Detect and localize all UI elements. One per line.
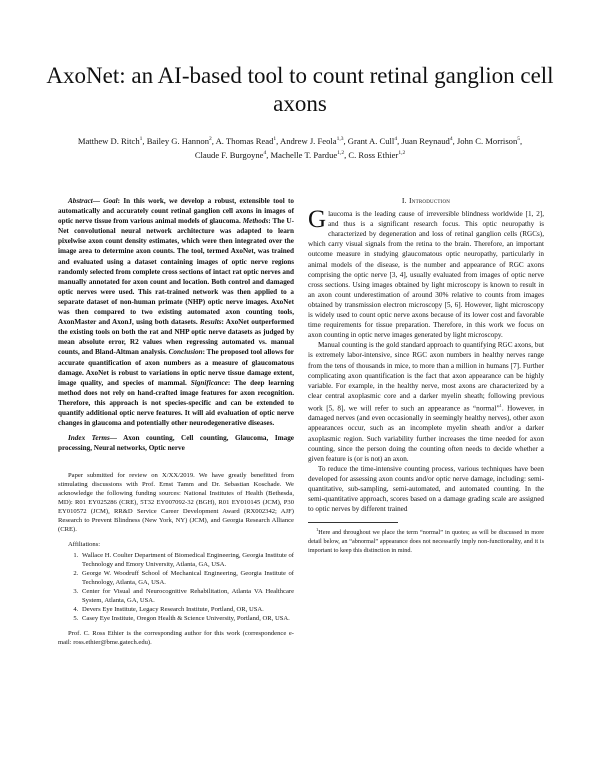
author-affiliation-marker: 1,2 bbox=[337, 150, 345, 157]
abstract-conclusion-label: Conclusion bbox=[168, 348, 203, 357]
abstract-methods-label: Methods bbox=[242, 217, 269, 226]
abstract-label: Abstract bbox=[68, 197, 93, 205]
intro-paragraph-1: Glaucoma is the leading cause of irreversible blindness worldwide [1, 2], and thus is a significant research focus. This optic neuropathy is characterized by degeneration and loss of retinal ganglion cells (RGCs), which carry visual signals from the retina to the brain. Therefore, an important outcome measure in studying glaucomatous optic neuropathy, particularly in animal models of the disease, is the number and appearance of RGC axons comprising the optic nerve [3, 4], usually evaluated from images of optic nerve cross sections. Using images obtained by light microscopy is known to result in an axon count underestimation of around 30% relative to counts from images obtained by transmission electron microscopy [5, 6]. However, light microscopy is widely used to count optic nerve axons because of its lower cost and favorable time requirements for tissue preparation. Therefore, in this work we focus on axon counting in optic nerve images generated by light microscopy. bbox=[308, 206, 544, 340]
author-name: C. Ross Ethier bbox=[348, 150, 399, 161]
author-name: A. Thomas Read bbox=[215, 135, 274, 146]
author-name: Machelle T. Pardue bbox=[270, 150, 338, 161]
paper-title: AxoNet: an AI-based tool to count retinal ganglion cell axons bbox=[46, 63, 554, 116]
index-terms-label: Index Terms bbox=[68, 434, 110, 443]
author-name: Bailey G. Hannon bbox=[146, 135, 209, 146]
author-affiliation-marker: 4 bbox=[394, 136, 398, 142]
footnote-mark: 1 bbox=[316, 527, 319, 533]
affiliation-item: 3. Center for Visual and Neurocognitive Rehabilitation, Atlanta VA Healthcare System, Atlanta, GA, USA. bbox=[80, 587, 294, 605]
author-affiliation-marker: 4 bbox=[263, 150, 267, 157]
affiliation-item: 5. Casey Eye Institute, Oregon Health & Science University, Portland, OR, USA. bbox=[80, 614, 294, 623]
affiliation-item: 1. Wallace H. Coulter Department of Biomedical Engineering, Georgia Institute of Technology and Emory University, Atlanta, GA, USA. bbox=[80, 551, 294, 569]
dropcap-letter: G bbox=[308, 206, 327, 234]
intro-paragraph-2: Manual counting is the gold standard approach to quantifying RGC axons, but is extremely labor-intensive, since RGC axon numbers in healthy nerves range from the tens of thousands in mice, to more than a million in humans [7]. Further complicating axon quantification is the fact that axon appearance can be highly variable. For example, in the healthy nerve, most axons are characterized by a clear central axoplasmic core and a darker myelin sheath; following previous work [5, 8], we will refer to such an appearance as “normal”$^1$. However, in damaged nerves (and even occasionally in seemingly healthy nerves), other axon appearances occur, such as an incomplete myelin sheath and/or a darker axoplasmic region. Such variability further increases the time needed for axon counting, since the person doing the counting often needs to decide whether a given feature is (or is not) an axon. bbox=[308, 341, 544, 463]
author-name: Juan Reynaud bbox=[401, 135, 450, 146]
author-affiliation-marker: 5 bbox=[517, 136, 521, 142]
author-affiliation-marker: 2 bbox=[209, 136, 212, 142]
abstract-goal-label: Goal bbox=[103, 197, 118, 205]
left-column bbox=[58, 196, 294, 653]
author-name: Andrew J. Feola bbox=[280, 135, 337, 146]
footnote: $^1$Here and throughout we place the term “normal” in quotes; as will be discussed in more detail below, an “abnormal” appearance does not necessarily imply non-functionality, and it is important to keep this distinction in mind. bbox=[308, 527, 544, 554]
footnote-marker[interactable]: 1 bbox=[499, 402, 502, 408]
affiliation-item: 2. George W. Woodruff School of Mechanical Engineering, Georgia Institute of Technology, Atlanta, GA, USA. bbox=[80, 569, 294, 587]
intro-paragraph-3: To reduce the time-intensive counting process, various techniques have been developed for assessing axon counts and/or optic nerve damage, including: semi-quantitative, sub-sampling, semi-automated, and automated counting. In the semi-quantitative approach, scores based on a damage grading scale are assigned to optic nerves by different trained bbox=[308, 464, 544, 514]
footnote-divider bbox=[308, 522, 398, 523]
index-terms: Index Terms— Axon counting, Cell counting, Glaucoma, Image processing, Neural networks, Optic nerve bbox=[58, 434, 294, 453]
author-name: Claude F. Burgoyne bbox=[194, 150, 264, 161]
correspondence-note: Prof. C. Ross Ethier is the corresponding author for this work (correspondence e-mail: ross.ethier@bme.gatech.edu). bbox=[58, 630, 294, 647]
submission-note: Paper submitted for review on X/XX/2019. We have greatly benefitted from stimulating discussions with Prof. Ernst Tamm and Dr. Sebastian Koschade. We acknowledge the following funding sources: National Institutes of Health (Bethesda, MD): R01 EY025286 (CRE), 5T32 EY007092-32 (BGH), R01 EY010145 (JCM), P30 EY010572 (JCM), RR&D Service Career Development Award (RX002342; AJF) Research to Prevent Blindness (New York, NY) (JCM), and Georgia Research Alliance (CRE). bbox=[58, 472, 294, 534]
author-name: John C. Morrison bbox=[456, 135, 518, 146]
author-affiliation-marker: 1,3 bbox=[336, 136, 344, 142]
abstract-significance-label: Significance bbox=[190, 378, 228, 387]
author-name: Matthew D. Ritch bbox=[77, 135, 140, 146]
author-affiliation-marker: 1 bbox=[273, 136, 277, 142]
author-affiliation-marker: 4 bbox=[449, 136, 453, 142]
affiliations-label: Affiliations: bbox=[68, 541, 101, 549]
affiliations-list bbox=[58, 551, 294, 623]
author-affiliation-marker: 1,2 bbox=[398, 150, 406, 157]
section-heading: I. Introduction bbox=[401, 196, 451, 205]
abstract-results-label: Results bbox=[199, 318, 222, 327]
right-column bbox=[308, 196, 544, 555]
abstract: Abstract— Goal: In this work, we develop a robust, extensible tool to automatically and accurately count retinal ganglion cell axons in images of optic nerve tissue from various animal models of glaucoma. Methods: The U-Net convolutional neural network architecture was adapted to learn pixelwise axon count density estimates, which were then integrated over the image area to determine axon counts. The tool, termed AxoNet, was trained and evaluated using a dataset containing images of optic nerve regions randomly selected from complete cross sections of intact rat optic nerves and manually annotated for axon count and location. Both control and damaged optic nerves were used. This rat-trained network was then applied to a separate dataset of non-human primate (NHP) optic nerve images. AxoNet was then compared to two existing automated axon counting tools, AxonMaster and AxonJ, using both datasets. Results: AxoNet outperformed the existing tools on both the rat and NHP optic nerve datasets as judged by mean absolute error, R2 values when regressing automated vs. manual counts, and Bland-Altman analysis. Conclusion: The proposed tool allows for accurate quantification of axon numbers as a measure of glaucomatous damage. AxoNet is robust to variations in optic nerve tissue damage extent, image quality, and species of mammal. Significance: The deep learning method does not rely on hand-crafted image features for axon recognition. Therefore, this approach is not species-specific and can be extended to quantify additional optic nerve features. It will aid evaluation of optic nerve changes in glaucoma and potentially other neurodegenerative diseases. bbox=[58, 197, 294, 428]
author-affiliation-marker: 1 bbox=[139, 136, 143, 142]
author-list: Matthew D. Ritch$^1$, Bailey G. Hannon$^2$, A. Thomas Read$^1$, Andrew J. Feola$^{1,3}$, Grant A. Cull$^4$, Juan Reynaud$^4$, John C. Morrison$^5$, Claude F. Burgoyne$^4$, Machelle T. Pardue$^{1,2}$, C. Ross Ethier$^{1,2}$ bbox=[77, 135, 523, 161]
author-name: Grant A. Cull bbox=[347, 135, 395, 146]
affiliation-item: 4. Devers Eye Institute, Legacy Research Institute, Portland, OR, USA. bbox=[80, 605, 294, 614]
